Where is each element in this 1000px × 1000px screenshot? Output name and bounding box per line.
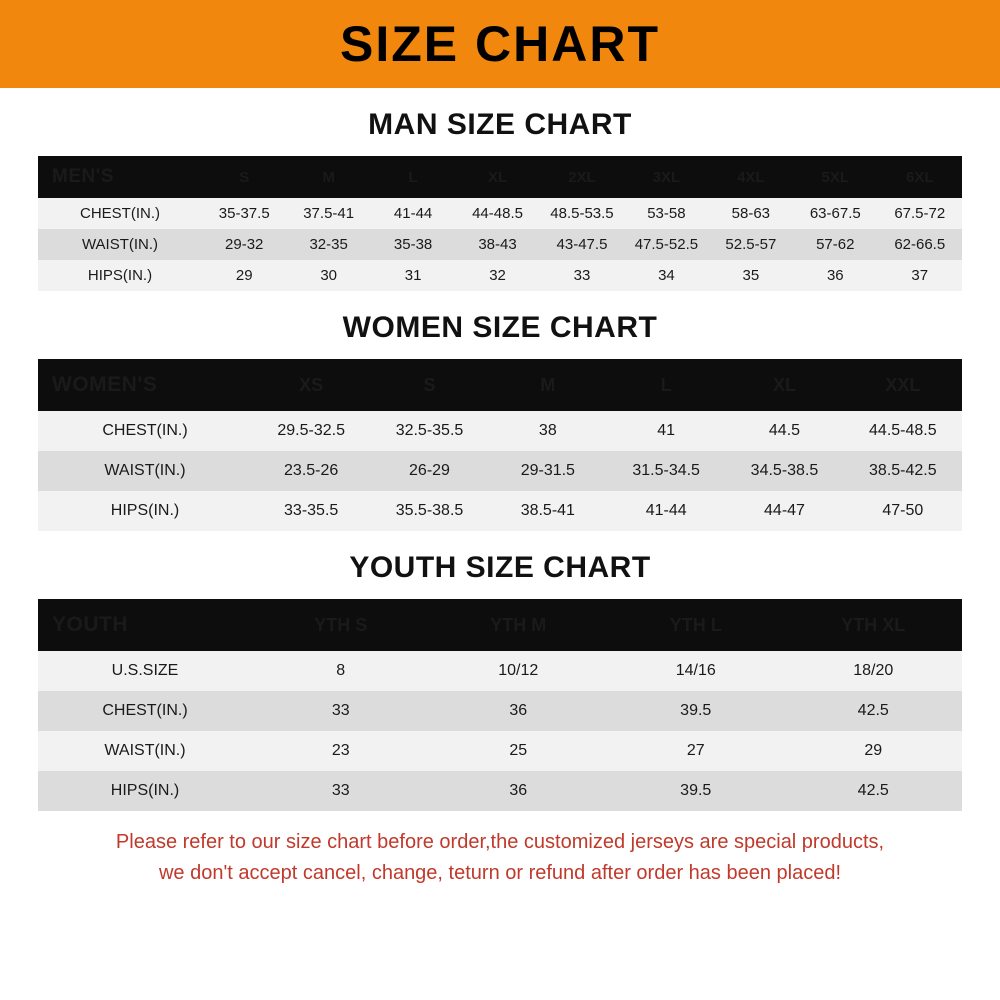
table-cell: 42.5	[785, 691, 963, 731]
row-label: WAIST(IN.)	[38, 451, 252, 491]
table-cell: 39.5	[607, 691, 785, 731]
table-cell: 44.5-48.5	[844, 411, 962, 451]
table-header-cell: L	[607, 359, 725, 411]
table-header-row	[38, 359, 962, 411]
table-cell: 36	[793, 260, 877, 291]
table-cell: 44-48.5	[455, 198, 539, 229]
table-row	[38, 229, 962, 260]
table-row	[38, 691, 962, 731]
table-header-cell: WOMEN'S	[38, 359, 252, 411]
table-header-cell: S	[370, 359, 488, 411]
banner	[0, 0, 1000, 88]
table-cell: 43-47.5	[540, 229, 624, 260]
table-cell: 53-58	[624, 198, 708, 229]
table-header-cell: XL	[725, 359, 843, 411]
table-cell: 36	[430, 691, 608, 731]
table-cell: 34	[624, 260, 708, 291]
table-cell: 44-47	[725, 491, 843, 531]
table-cell: 33-35.5	[252, 491, 370, 531]
table-header-cell: 5XL	[793, 156, 877, 198]
table-header-cell: 3XL	[624, 156, 708, 198]
table-cell: 38.5-42.5	[844, 451, 962, 491]
table-cell: 33	[540, 260, 624, 291]
table-cell: 47.5-52.5	[624, 229, 708, 260]
table-cell: 47-50	[844, 491, 962, 531]
table-cell: 63-67.5	[793, 198, 877, 229]
table-cell: 27	[607, 731, 785, 771]
table-cell: 35	[709, 260, 793, 291]
table-cell: 8	[252, 651, 430, 691]
table-header-cell: 4XL	[709, 156, 793, 198]
table-cell: 41-44	[371, 198, 455, 229]
table-cell: 44.5	[725, 411, 843, 451]
row-label: U.S.SIZE	[38, 651, 252, 691]
table-cell: 38	[489, 411, 607, 451]
table-header-cell: XL	[455, 156, 539, 198]
table-header-row	[38, 156, 962, 198]
table-cell: 67.5-72	[878, 198, 963, 229]
table-row	[38, 731, 962, 771]
table-row	[38, 491, 962, 531]
table-header-cell: M	[286, 156, 370, 198]
row-label: CHEST(IN.)	[38, 411, 252, 451]
table-row	[38, 260, 962, 291]
footer-line-2: we don't accept cancel, change, teturn or refund after order has been placed!	[158, 862, 842, 884]
table-cell: 35-38	[371, 229, 455, 260]
section-title-man: MAN SIZE CHART	[368, 108, 632, 141]
table-cell: 37	[878, 260, 963, 291]
row-label: HIPS(IN.)	[38, 771, 252, 811]
table-cell: 58-63	[709, 198, 793, 229]
youth-size-table	[38, 599, 962, 811]
table-cell: 23	[252, 731, 430, 771]
table-cell: 62-66.5	[878, 229, 963, 260]
table-header-cell: YTH M	[430, 599, 608, 651]
table-cell: 38-43	[455, 229, 539, 260]
footer-note	[0, 811, 1000, 889]
table-cell: 23.5-26	[252, 451, 370, 491]
table-header-cell: MEN'S	[38, 156, 202, 198]
section-youth	[0, 531, 1000, 811]
table-row	[38, 411, 962, 451]
section-title-youth: YOUTH SIZE CHART	[349, 551, 651, 584]
row-label: HIPS(IN.)	[38, 491, 252, 531]
table-header-cell: S	[202, 156, 286, 198]
row-label: HIPS(IN.)	[38, 260, 202, 291]
table-cell: 14/16	[607, 651, 785, 691]
table-cell: 33	[252, 771, 430, 811]
table-cell: 29	[202, 260, 286, 291]
table-cell: 35.5-38.5	[370, 491, 488, 531]
table-row	[38, 198, 962, 229]
women-size-table	[38, 359, 962, 531]
row-label: WAIST(IN.)	[38, 731, 252, 771]
table-header-cell: XXL	[844, 359, 962, 411]
table-row	[38, 651, 962, 691]
table-cell: 38.5-41	[489, 491, 607, 531]
section-man	[0, 88, 1000, 291]
table-cell: 41	[607, 411, 725, 451]
table-header-cell: YTH S	[252, 599, 430, 651]
table-cell: 29	[785, 731, 963, 771]
table-header-cell: XS	[252, 359, 370, 411]
table-cell: 48.5-53.5	[540, 198, 624, 229]
table-cell: 42.5	[785, 771, 963, 811]
table-cell: 29-32	[202, 229, 286, 260]
table-header-row	[38, 599, 962, 651]
table-cell: 36	[430, 771, 608, 811]
table-header-cell: 6XL	[878, 156, 963, 198]
section-title-women: WOMEN SIZE CHART	[342, 311, 658, 344]
table-cell: 10/12	[430, 651, 608, 691]
table-row	[38, 771, 962, 811]
table-cell: 25	[430, 731, 608, 771]
table-row	[38, 451, 962, 491]
table-cell: 34.5-38.5	[725, 451, 843, 491]
section-women	[0, 291, 1000, 531]
table-header-cell: YOUTH	[38, 599, 252, 651]
table-cell: 29.5-32.5	[252, 411, 370, 451]
footer-line-1: Please refer to our size chart before order,the customized jerseys are special products,	[115, 831, 885, 853]
page-title: SIZE CHART	[340, 16, 660, 72]
table-cell: 31	[371, 260, 455, 291]
row-label: WAIST(IN.)	[38, 229, 202, 260]
table-header-cell: 2XL	[540, 156, 624, 198]
table-cell: 32	[455, 260, 539, 291]
table-cell: 37.5-41	[286, 198, 370, 229]
table-cell: 57-62	[793, 229, 877, 260]
table-header-cell: M	[489, 359, 607, 411]
table-cell: 30	[286, 260, 370, 291]
table-cell: 18/20	[785, 651, 963, 691]
table-cell: 31.5-34.5	[607, 451, 725, 491]
table-header-cell: L	[371, 156, 455, 198]
table-cell: 41-44	[607, 491, 725, 531]
table-header-cell: YTH XL	[785, 599, 963, 651]
table-cell: 35-37.5	[202, 198, 286, 229]
table-cell: 29-31.5	[489, 451, 607, 491]
men-size-table	[38, 156, 962, 291]
row-label: CHEST(IN.)	[38, 198, 202, 229]
table-header-cell: YTH L	[607, 599, 785, 651]
table-cell: 32.5-35.5	[370, 411, 488, 451]
table-cell: 52.5-57	[709, 229, 793, 260]
table-cell: 32-35	[286, 229, 370, 260]
table-cell: 26-29	[370, 451, 488, 491]
table-cell: 39.5	[607, 771, 785, 811]
row-label: CHEST(IN.)	[38, 691, 252, 731]
table-cell: 33	[252, 691, 430, 731]
